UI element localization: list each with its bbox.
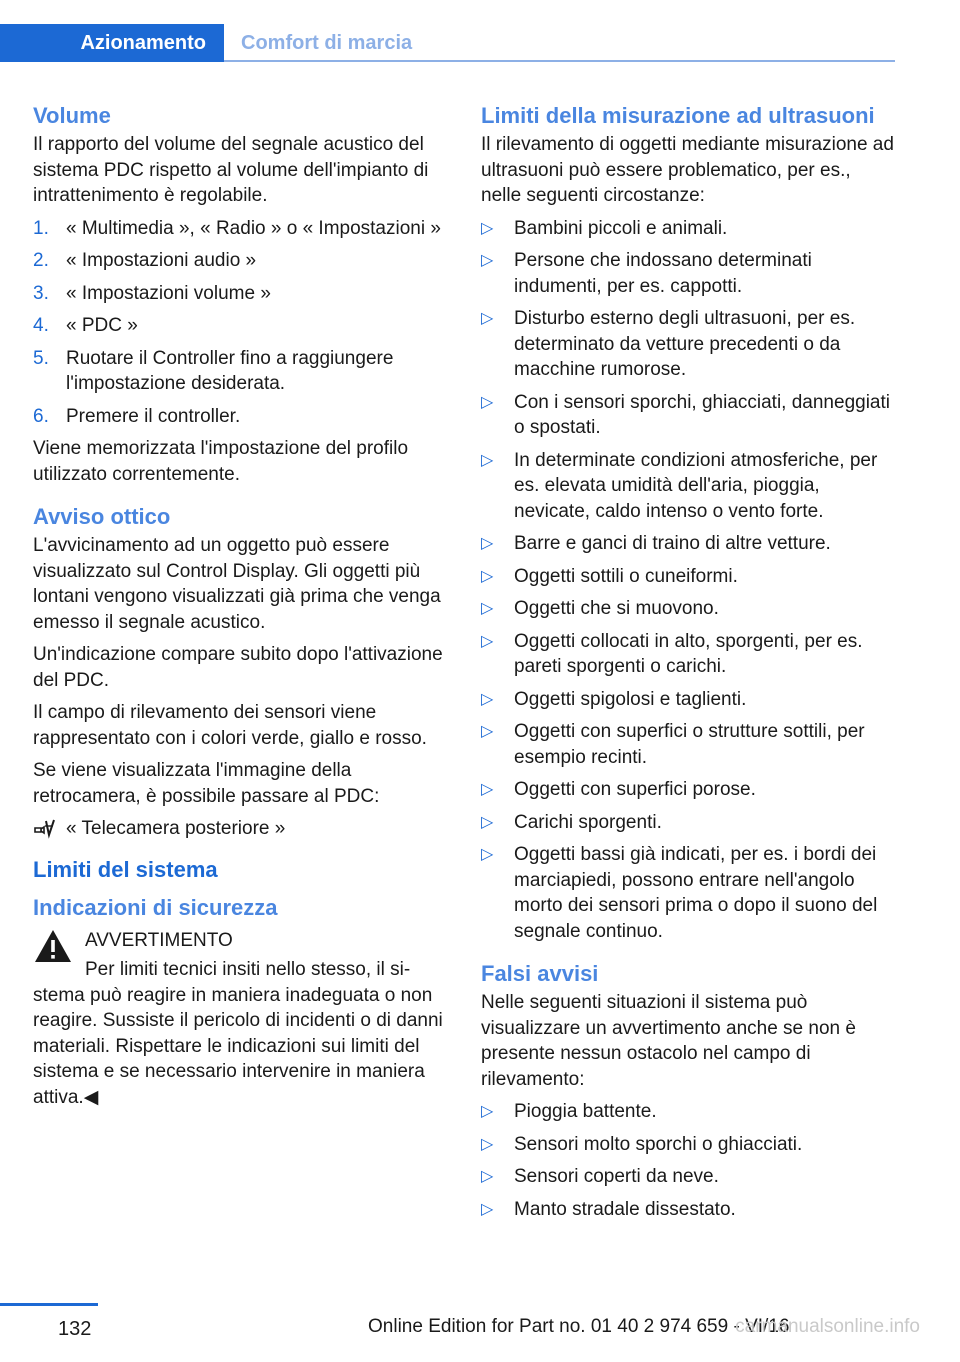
list-item [481, 1197, 896, 1223]
bullet-triangle-icon: ▷ [481, 723, 494, 740]
bullet-triangle-icon: ▷ [481, 1168, 494, 1185]
bullet-text: Persone che indossano determinati indumenti, per es. cappotti. [514, 250, 812, 297]
section-tab-inactive: Comfort di marcia [241, 31, 413, 54]
page-number: 132 [58, 1318, 92, 1340]
list-item [481, 777, 896, 803]
step-text: « PDC » [66, 315, 138, 336]
bullet-triangle-icon: ▷ [481, 690, 494, 708]
bullet-triangle-icon: ▷ [481, 1135, 494, 1153]
avviso-paragraph-1: L'avvicinamento ad un oggetto può essere visualizzato sul Control Display. Gli oggetti più lontani vengono visualizzati già prima che venga emesso il segnale acustico. [33, 535, 441, 633]
volume-intro: Il rapporto del volume del segnale acustico del sistema PDC rispetto al volume dell'impianto di intrattenimento è regolabile. [33, 134, 429, 206]
list-item [481, 306, 896, 383]
bullet-text: Sensori molto sporchi o ghiacciati. [514, 1133, 803, 1155]
step-number: 2. [33, 250, 49, 271]
volume-note: Viene memorizzata l'impostazione del profilo utilizzato correntemente. [33, 438, 409, 485]
list-item [33, 216, 448, 242]
bullet-text: Sensori coperti da neve. [514, 1166, 719, 1187]
bullet-triangle-icon: ▷ [481, 781, 494, 798]
volume-heading: Volume [33, 103, 111, 128]
step-number: 5. [33, 347, 49, 369]
edition-line: Online Edition for Part no. 01 40 2 974 659 - VI/16 [368, 1316, 790, 1337]
list-item [33, 313, 448, 339]
camera-icon [33, 818, 55, 840]
bullet-triangle-icon: ▷ [481, 393, 494, 411]
warning-text-rest: stema può reagire in maniera inadeguata o non reagire. Sussiste il pericolo di incidenti o di danni materiali. Rispettare le indicazioni sui limiti del sistema e se necessario intervenire in maniera attiva.◀ [33, 984, 443, 1108]
list-item [33, 281, 448, 307]
avviso-paragraph-2: Un'indicazione compare subito dopo l'attivazione del PDC. [33, 644, 443, 691]
bullet-text: Manto stradale dissestato. [514, 1198, 736, 1220]
bullet-triangle-icon: ▷ [481, 632, 494, 650]
step-number: 6. [33, 405, 49, 427]
bullet-text: Oggetti che si muovono. [514, 598, 719, 619]
bullet-text: Carichi sporgenti. [514, 811, 662, 833]
step-number: 1. [33, 217, 49, 239]
bullet-triangle-icon: ▷ [481, 846, 494, 863]
list-item [481, 1164, 896, 1190]
bullet-text: Barre e ganci di traino di altre vetture. [514, 533, 831, 554]
list-item [481, 531, 896, 557]
falsi-list [481, 1099, 896, 1222]
step-number: 3. [33, 282, 49, 304]
bullet-triangle-icon: ▷ [481, 813, 494, 831]
bullet-text: Con i sensori sporchi, ghiacciati, danneggiati o spostati. [514, 391, 890, 438]
sicurezza-heading: Indicazioni di sicurezza [33, 894, 278, 920]
bullet-triangle-icon: ▷ [481, 451, 494, 469]
bullet-text: Oggetti con superfici o strutture sottili, per esempio recinti. [514, 721, 865, 768]
page-header [0, 24, 895, 62]
list-item [481, 390, 896, 441]
step-text: « Impostazioni volume » [66, 282, 271, 304]
warning-block [33, 928, 448, 1111]
step-text: Ruotare il Controller fino a raggiungere l'impostazione desiderata. [66, 347, 394, 394]
bullet-text: Oggetti sottili o cuneiformi. [514, 565, 738, 587]
falsi-intro: Nelle seguenti situazioni il sistema può visualizzare un avvertimento anche se non è presente nessun ostacolo nel campo di rilevamento: [481, 992, 856, 1090]
watermark: carmanualsonline.info [735, 1316, 920, 1337]
step-text: Premere il controller. [66, 405, 241, 427]
list-item [481, 448, 896, 525]
warning-triangle-icon [33, 928, 73, 964]
limiti-heading: Limiti del sistema [33, 856, 218, 882]
warning-text-first: Per limiti tecnici insiti nello stesso, il si- [85, 959, 411, 980]
list-item [481, 687, 896, 713]
list-item [481, 629, 896, 680]
bullet-text: Oggetti con superfici porose. [514, 779, 756, 800]
step-text: « Impostazioni audio » [66, 250, 257, 271]
warning-heading: AVVERTIMENTO [85, 929, 233, 951]
list-item [481, 248, 896, 299]
bullet-text: Disturbo esterno degli ultrasuoni, per es. determinato da vetture precedenti o da macchine rumorose. [514, 308, 856, 380]
avviso-paragraph-3: Il campo di rilevamento dei sensori viene rappresentato con i colori verde, giallo e rosso. [33, 702, 427, 749]
list-item [481, 810, 896, 836]
avviso-paragraph-4: Se viene visualizzata l'immagine della retrocamera, è possibile passare al PDC: [33, 760, 380, 807]
falsi-heading: Falsi avvisi [481, 961, 599, 986]
header-rule [224, 60, 895, 62]
bullet-text: Oggetti bassi già indicati, per es. i bordi dei marciapiedi, possono entrare nell'angolo morto dei sensori prima o dopo il suono del segnale continuo. [514, 844, 878, 942]
bullet-triangle-icon: ▷ [481, 567, 494, 585]
list-item [33, 404, 448, 430]
list-item [481, 719, 896, 770]
bullet-text: Pioggia battente. [514, 1101, 657, 1122]
left-column [33, 102, 448, 1110]
bullet-triangle-icon: ▷ [481, 219, 494, 237]
bullet-triangle-icon: ▷ [481, 310, 494, 327]
avviso-heading: Avviso ottico [33, 504, 171, 529]
bullet-triangle-icon: ▷ [481, 1200, 494, 1218]
bullet-triangle-icon: ▷ [481, 1103, 494, 1120]
step-text: « Multimedia », « Radio » o « Impostazioni » [66, 217, 441, 239]
bullet-triangle-icon: ▷ [481, 535, 494, 552]
bullet-text: In determinate condizioni atmosferiche, per es. elevata umidità dell'aria, pioggia, nevicate, caldo intenso o vento forte. [514, 449, 878, 522]
list-item [481, 596, 896, 622]
bullet-text: Oggetti spigolosi e taglienti. [514, 688, 747, 710]
bullet-triangle-icon: ▷ [481, 252, 494, 269]
volume-steps-list [33, 216, 448, 430]
section-tab-active: Azionamento [0, 24, 224, 62]
bullet-text: Oggetti collocati in alto, sporgenti, per es. pareti sporgenti o carichi. [514, 630, 863, 677]
list-item [33, 346, 448, 397]
footer-rule [0, 1303, 98, 1306]
ultrasuoni-list [481, 216, 896, 945]
list-item [33, 248, 448, 274]
list-item [481, 1099, 896, 1125]
list-item [481, 216, 896, 242]
ultrasuoni-heading: Limiti della misurazione ad ultrasuoni [481, 103, 875, 128]
camera-menu-label: « Telecamera posteriore » [66, 818, 286, 839]
step-number: 4. [33, 315, 49, 336]
right-column [481, 102, 896, 1229]
camera-menu-item [33, 816, 448, 842]
list-item [481, 1132, 896, 1158]
list-item [481, 564, 896, 590]
bullet-triangle-icon: ▷ [481, 600, 494, 617]
ultrasuoni-intro: Il rilevamento di oggetti mediante misurazione ad ultrasuoni può essere problematico, per es., nelle seguenti circostanze: [481, 134, 894, 206]
bullet-text: Bambini piccoli e animali. [514, 217, 728, 239]
list-item [481, 842, 896, 944]
